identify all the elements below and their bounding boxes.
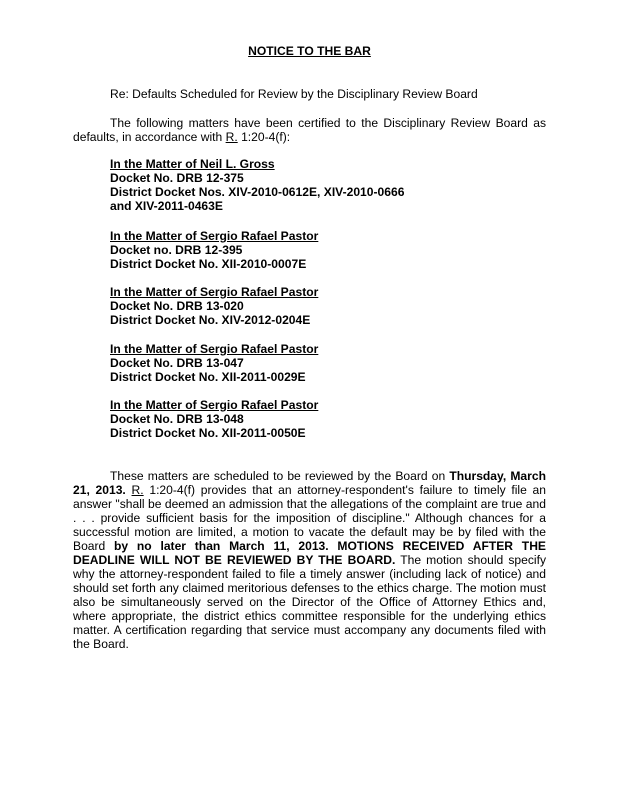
matter-heading: In the Matter of Sergio Rafael Pastor [110, 342, 319, 356]
review-date: Thursday, March 21, 2013. [73, 469, 546, 497]
deadline-notice: by no later than March 11, 2013. MOTIONS RECEIVED AFTER THE DEADLINE WILL NOT BE REVIEWED BY THE BOARD. [73, 539, 546, 567]
docket-line: District Docket Nos. XIV-2010-0612E, XIV-2010-0666 [110, 185, 405, 199]
matter-entry [110, 342, 318, 384]
docket-line: District Docket No. XII-2011-0029E [110, 370, 306, 384]
page-title: NOTICE TO THE BAR [248, 44, 371, 58]
matter-entry [110, 229, 318, 271]
rule-reference: R. [131, 483, 144, 497]
matter-heading: In the Matter of Sergio Rafael Pastor [110, 285, 319, 299]
matter-entry [110, 285, 318, 327]
body-text: These matters are scheduled to be reviewed by the Board on [110, 469, 450, 483]
matter-heading: In the Matter of Sergio Rafael Pastor [110, 398, 319, 412]
docket-line: Docket No. DRB 13-048 [110, 412, 244, 426]
docket-line: Docket no. DRB 12-395 [110, 243, 243, 257]
matter-heading: In the Matter of Neil L. Gross [110, 157, 275, 171]
matter-heading: In the Matter of Sergio Rafael Pastor [110, 229, 319, 243]
docket-line: Docket No. DRB 13-047 [110, 356, 244, 370]
rule-reference: R. [225, 130, 238, 144]
intro-rule-number: 1:20-4(f): [237, 130, 291, 144]
subject-line: Re: Defaults Scheduled for Review by the Disciplinary Review Board [110, 87, 478, 101]
docket-line: and XIV-2011-0463E [110, 199, 223, 213]
docket-line: District Docket No. XII-2010-0007E [110, 257, 307, 271]
matter-entry [110, 157, 404, 213]
intro-paragraph [73, 116, 546, 144]
intro-text: The following matters have been certified to the Disciplinary Review Board as defaults, in accordance with [73, 116, 546, 144]
docket-line: Docket No. DRB 12-375 [110, 171, 244, 185]
docket-line: District Docket No. XII-2011-0050E [110, 426, 306, 440]
docket-line: District Docket No. XIV-2012-0204E [110, 313, 311, 327]
matter-entry [110, 398, 318, 440]
body-text: The motion should specify why the attorney-respondent failed to file a timely answer (including lack of notice) and should set forth any claimed meritorious defenses to the ethics charge. The motion must also be simultaneously served on the Director of the Office of Attorney Ethics and, where appropriate, the district ethics committee responsible for the underlying ethics matter. A certification regarding that service must accompany any documents filed with the Board. [73, 553, 546, 651]
body-paragraph [73, 469, 546, 651]
body-text: 1:20-4(f) provides that an attorney-respondent's failure to timely file an answer "shall be deemed an admission that the allegations of the complaint are true and . . . provide sufficient basis for the imposition of discipline." Although chances for a successful motion are limited, a motion to vacate the default may be by filed with the Board [73, 483, 546, 553]
docket-line: Docket No. DRB 13-020 [110, 299, 244, 313]
